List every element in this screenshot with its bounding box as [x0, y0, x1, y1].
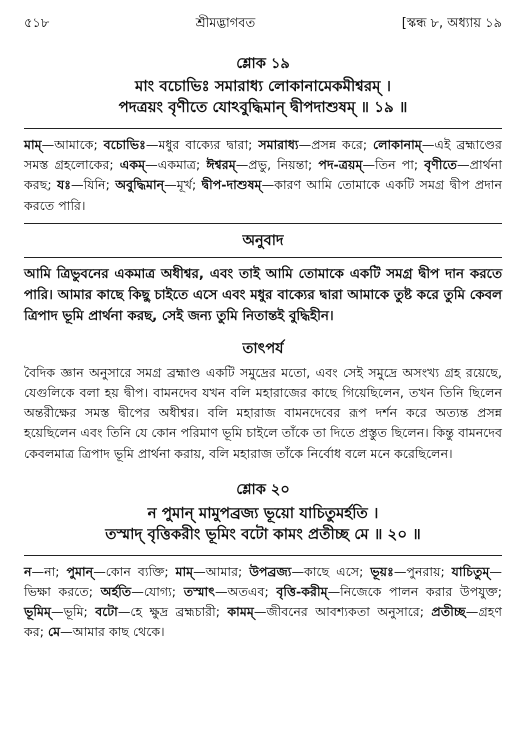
- synonym-word: মে: [47, 624, 61, 640]
- synonym-word: পুমান্: [66, 563, 94, 579]
- synonym-meaning: —আমাকে;: [41, 137, 104, 152]
- synonym-word: দ্বীপ-দাশুষম্: [201, 177, 262, 193]
- synonym-meaning: —জীবনের আবশ্যকতা অনুসারে;: [253, 604, 432, 620]
- synonym-word: ন: [24, 563, 32, 579]
- page-number: ৫১৮: [24, 16, 50, 31]
- synonym-word: উপব্রজ্য: [249, 563, 292, 579]
- synonym-meaning: —ভূমি;: [50, 604, 96, 620]
- verse-19-synonyms: [24, 135, 502, 216]
- synonym-word: বৃণীতে: [424, 157, 457, 173]
- verse-20-line-1: ন পুমান্ মামুপব্রজ্য ভূয়ো যাচিতুমর্হতি ।: [147, 503, 379, 522]
- synonym-meaning: —আমার কাছ থেকে।: [60, 624, 165, 640]
- synonym-meaning: —হে ক্ষুদ্র ব্রহ্মচারী;: [117, 604, 228, 620]
- synonym-meaning: —না;: [31, 563, 67, 579]
- synonym-word: তস্মাৎ: [183, 584, 215, 600]
- synonym-meaning: —যোগ্য;: [131, 584, 184, 600]
- synonym-meaning: —অতএব;: [214, 584, 277, 600]
- synonym-word: ভূয়ঃ: [370, 563, 394, 579]
- synonym-word: ভূমিম্: [24, 604, 51, 620]
- synonym-word: একম্: [119, 157, 146, 173]
- synonym-word: ঈশ্বরম্: [206, 157, 236, 173]
- book-title: শ্রীমদ্ভাগবত: [195, 16, 256, 31]
- synonym-meaning: —ভিক্ষা করতে;: [24, 563, 503, 600]
- synonym-word: মাম্: [175, 563, 194, 579]
- synonym-word: বৃত্তি-করীম্: [276, 584, 328, 600]
- page: [24, 14, 502, 643]
- canto-chapter: [স্কন্ধ ৮, অধ্যায় ১৯: [401, 16, 502, 31]
- verse-20-heading: শ্লোক ২০: [236, 481, 290, 498]
- synonym-word: সমারাধ্য: [258, 137, 299, 152]
- synonym-meaning: —প্রার্থনা করছ;: [24, 157, 502, 193]
- purport-text: বৈদিক জ্ঞান অনুসারে সমগ্র ব্রহ্মাণ্ড একটি সমুদ্রের মতো, এবং সেই সমুদ্রে অসংখ্য গ্রহ রয়েছে, যেগুলিকে বলা হয় দ্বীপ। বামনদেব যখন বলি মহারাজের কাছে গিয়েছিলেন, তখন তিনি ছিলেন অন্তরীক্ষের সমস্ত দ্বীপের অধীশ্বর। বলি মহারাজ বামনদেবের রূপ দর্শন করে অত্যন্ত প্রসন্ন হয়েছিলেন এবং তিনি যে কোন পরিমাণ ভূমি চাইলে তাঁকে তা দিতে প্রস্তুত ছিলেন। কিন্তু বামনদেব কেবলমাত্র ত্রিপাদ ভূমি প্রার্থনা করায়, বলি মহারাজ তাঁকে নির্বোধ বলে মনে করেছিলেন।: [24, 364, 502, 461]
- synonym-meaning: —পুনরায়;: [393, 563, 452, 579]
- verse-19-line-1: মাং বচোভিঃ সমারাধ্য লোকানামেকমীশ্বরম্ ।: [135, 77, 391, 95]
- synonym-meaning: —কাছে এসে;: [291, 563, 371, 579]
- synonym-meaning: —প্রসন্ন করে;: [298, 137, 374, 152]
- synonym-meaning: —কোন ব্যক্তি;: [93, 563, 176, 579]
- synonym-word: মাম্: [24, 137, 42, 152]
- verse-20-synonyms: [24, 562, 502, 643]
- purport-heading: তাৎপর্য: [242, 340, 284, 357]
- synonym-meaning: —আমার;: [193, 563, 250, 579]
- synonym-word: যঃ: [57, 177, 71, 193]
- synonym-meaning: —একমাত্র;: [145, 157, 207, 173]
- synonym-meaning: —মূর্খ;: [164, 177, 202, 193]
- synonym-meaning: —তিন পা;: [362, 157, 425, 173]
- synonym-word: যাচিতুম্: [451, 563, 490, 579]
- verse-19-heading: শ্লোক ১৯: [236, 56, 290, 72]
- synonym-meaning: —এই ব্রহ্মাণ্ডের সমস্ত গ্রহলোকের;: [24, 137, 502, 173]
- page-header: [24, 14, 502, 34]
- translation-heading: অনুবাদ: [242, 232, 284, 249]
- synonym-word: অবুদ্ধিমান্: [115, 177, 165, 193]
- synonym-word: লোকানাম্: [373, 137, 422, 152]
- synonym-word: কামম্: [227, 604, 254, 620]
- verse-20-line-2: তস্মাদ্ বৃত্তিকরীং ভূমিং বটো কামং প্রতীচ্ছ মে ॥ ২০ ॥: [105, 524, 421, 543]
- synonym-meaning: —প্রভু, নিয়ন্তা;: [235, 157, 319, 173]
- synonym-word: বচোভিঃ: [103, 137, 146, 152]
- verse-19-line-2: পদত্রয়ং বৃণীতে যোঽবুদ্ধিমান্ দ্বীপদাশুষম্ ॥ ১৯ ॥: [118, 98, 408, 116]
- synonym-word: অর্হতি: [100, 584, 132, 600]
- synonym-meaning: —গ্রহণ কর;: [24, 604, 502, 640]
- synonym-meaning: —কারণ আমি তোমাকে একটি সমগ্র দ্বীপ প্রদান করতে পারি।: [24, 177, 502, 213]
- synonym-meaning: —নিজেকে পালন করার উপযুক্ত;: [327, 584, 502, 600]
- synonym-meaning: —মধুর বাক্যের দ্বারা;: [145, 137, 259, 152]
- synonym-meaning: —যিনি;: [71, 177, 116, 193]
- synonym-word: প্রতীচ্ছ: [431, 604, 466, 620]
- translation-text: আমি ত্রিভুবনের একমাত্র অধীশ্বর, এবং তাই আমি তোমাকে একটি সমগ্র দ্বীপ দান করতে পারি। আমার কাছে কিছু চাইতে এসে এবং মধুর বাক্যের দ্বারা আমাকে তুষ্ট করে তুমি কেবল ত্রিপাদ ভূমি প্রার্থনা করছ, সেই জন্য তুমি নিতান্তই বুদ্ধিহীন।: [24, 266, 502, 324]
- synonym-word: বটো: [95, 604, 118, 620]
- synonym-word: পদ-ত্রয়ম্: [318, 157, 363, 173]
